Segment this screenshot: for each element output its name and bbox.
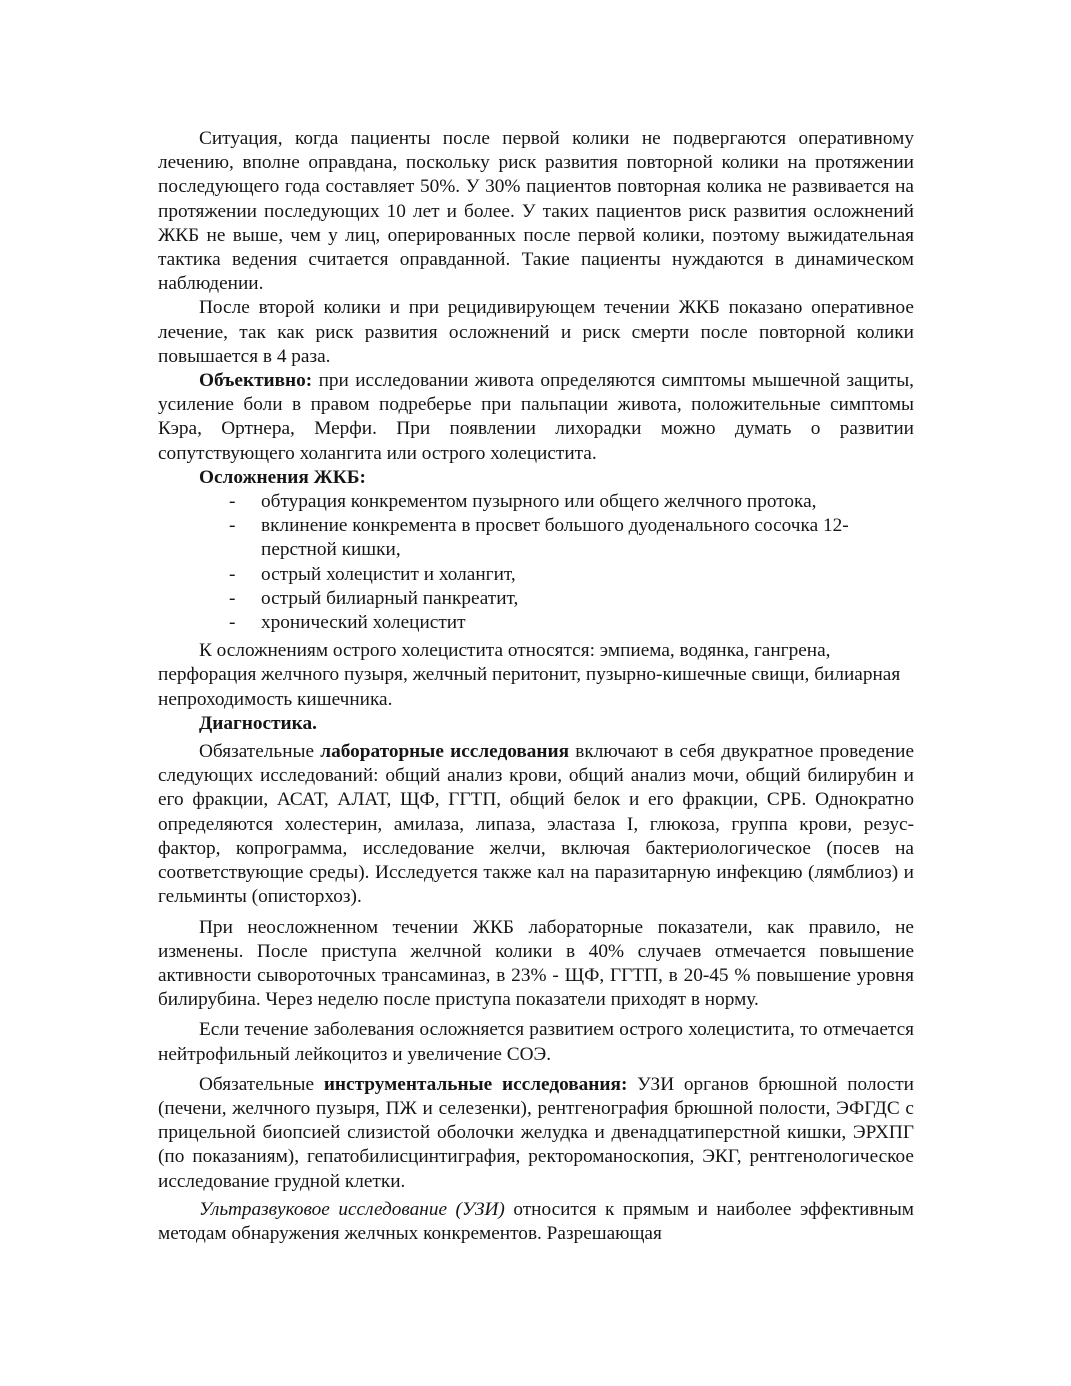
list-item-text: хронический холецистит: [261, 612, 466, 634]
paragraph-acute-cholecystitis: Если течение заболевания осложняется развитием острого холецистита, то отмечается нейтрофильный лейкоцитоз и увеличение СОЭ.: [158, 1019, 914, 1065]
paragraph-conservative-tactics: Ситуация, когда пациенты после первой колики не подвергаются оперативному лечению, вполне оправдана, поскольку риск развития повторной колики на протяжении последующего года составляет 50%. У 30% пациентов повторная колика не развивается на протяжении последующих 10 лет и более. У таких пациентов риск развития осложнений ЖКБ не выше, чем у лиц, оперированных после первой колики, поэтому выжидательная тактика ведения считается оправданной. Такие пациенты нуждаются в динамическом наблюдении.: [158, 128, 914, 295]
list-marker: -: [229, 515, 236, 537]
paragraph-surgery-indication: После второй колики и при рецидивирующем течении ЖКБ показано оперативное лечение, так как риск развития осложнений и риск смерти после повторной колики повышается в 4 раза.: [158, 297, 914, 367]
list-item: [158, 514, 914, 562]
paragraph-instrumental-tests: [158, 1073, 914, 1194]
instrumental-label: инструментальные исследования:: [323, 1073, 628, 1095]
paragraph-lab-findings: При неосложненном течении ЖКБ лабораторные показатели, как правило, не изменены. После приступа желчной колики в 40% случаев отмечается повышение активности сывороточных трансаминаз, в 23% - ЩФ, ГГТП, в 20-45 % повышение уровня билирубина. Через неделю после приступа показатели приходят в норму.: [158, 916, 914, 1011]
list-item-text: вклинение конкремента в просвет большого дуоденального сосочка 12-перстной кишки,: [261, 515, 849, 561]
list-item: [158, 587, 914, 611]
lab-tests-label: лабораторные исследования: [320, 741, 570, 763]
complications-list: [158, 490, 914, 635]
list-item-text: обтурация конкрементом пузырного или общего желчного протока,: [261, 491, 817, 513]
lab-tests-text: включают в себя двукратное проведение следующих исследований: общий анализ крови, общий анализ мочи, общий билирубин и его фракции, АСАТ, АЛАТ, ЩФ, ГГТП, общий белок и его фракции, СРБ. Однократно определяются холестерин, амилаза, липаза, эластаза I, глюкоза, группа крови, резус-фактор, копрограмма, исследование желчи, включая бактериологическое (посев на соответствующие среды). Исследуется также кал на паразитарную инфекцию (лямблиоз) и гельминты (описторхоз).: [158, 741, 915, 908]
paragraph-ultrasound: [158, 1198, 914, 1246]
paragraph-cholecystitis-complications: К осложнениям острого холецистита относятся: эмпиема, водянка, гангрена, перфорация желчного пузыря, желчный перитонит, пузырно-кишечные свищи, билиарная непроходимость кишечника.: [158, 640, 901, 710]
instrumental-pre: Обязательные: [199, 1073, 324, 1095]
list-item: [158, 490, 914, 514]
list-marker: -: [229, 587, 236, 609]
list-marker: -: [229, 563, 236, 585]
complications-heading: Осложнения ЖКБ:: [199, 466, 366, 488]
list-item-text: острый холецистит и холангит,: [261, 563, 516, 585]
ultrasound-text: относится к прямым и наиболее эффективным методам обнаружения желчных конкрементов. Разрешающая: [158, 1198, 914, 1244]
list-item: [158, 611, 914, 635]
document-page: [158, 127, 914, 1246]
list-item-text: острый билиарный панкреатит,: [261, 587, 519, 609]
diagnostics-heading: Диагностика.: [199, 712, 317, 734]
lab-tests-pre: Обязательные: [199, 741, 321, 763]
list-marker: -: [229, 491, 236, 513]
paragraph-lab-tests: [158, 740, 914, 909]
paragraph-objective-findings: [158, 369, 914, 466]
instrumental-text: УЗИ органов брюшной полости (печени, желчного пузыря, ПЖ и селезенки), рентгенография брюшной полости, ЭФГДС с прицельной биопсией слизистой оболочки желудка и двенадцатиперстной кишки, ЭРХПГ (по показаниям), гепатобилисцинтиграфия, ректороманоскопия, ЭКГ, рентгенологическое исследование грудной клетки.: [158, 1073, 914, 1192]
objective-text: при исследовании живота определяются симптомы мышечной защиты, усиление боли в правом подреберье при пальпации живота, положительные симптомы Кэра, Ортнера, Мерфи. При появлении лихорадки можно думать о развитии сопутствующего холангита или острого холецистита.: [158, 370, 914, 464]
list-marker: -: [229, 612, 236, 634]
objective-label: Объективно:: [199, 370, 313, 392]
list-item: [158, 563, 914, 587]
ultrasound-label: Ультразвуковое исследование (УЗИ): [199, 1198, 505, 1220]
